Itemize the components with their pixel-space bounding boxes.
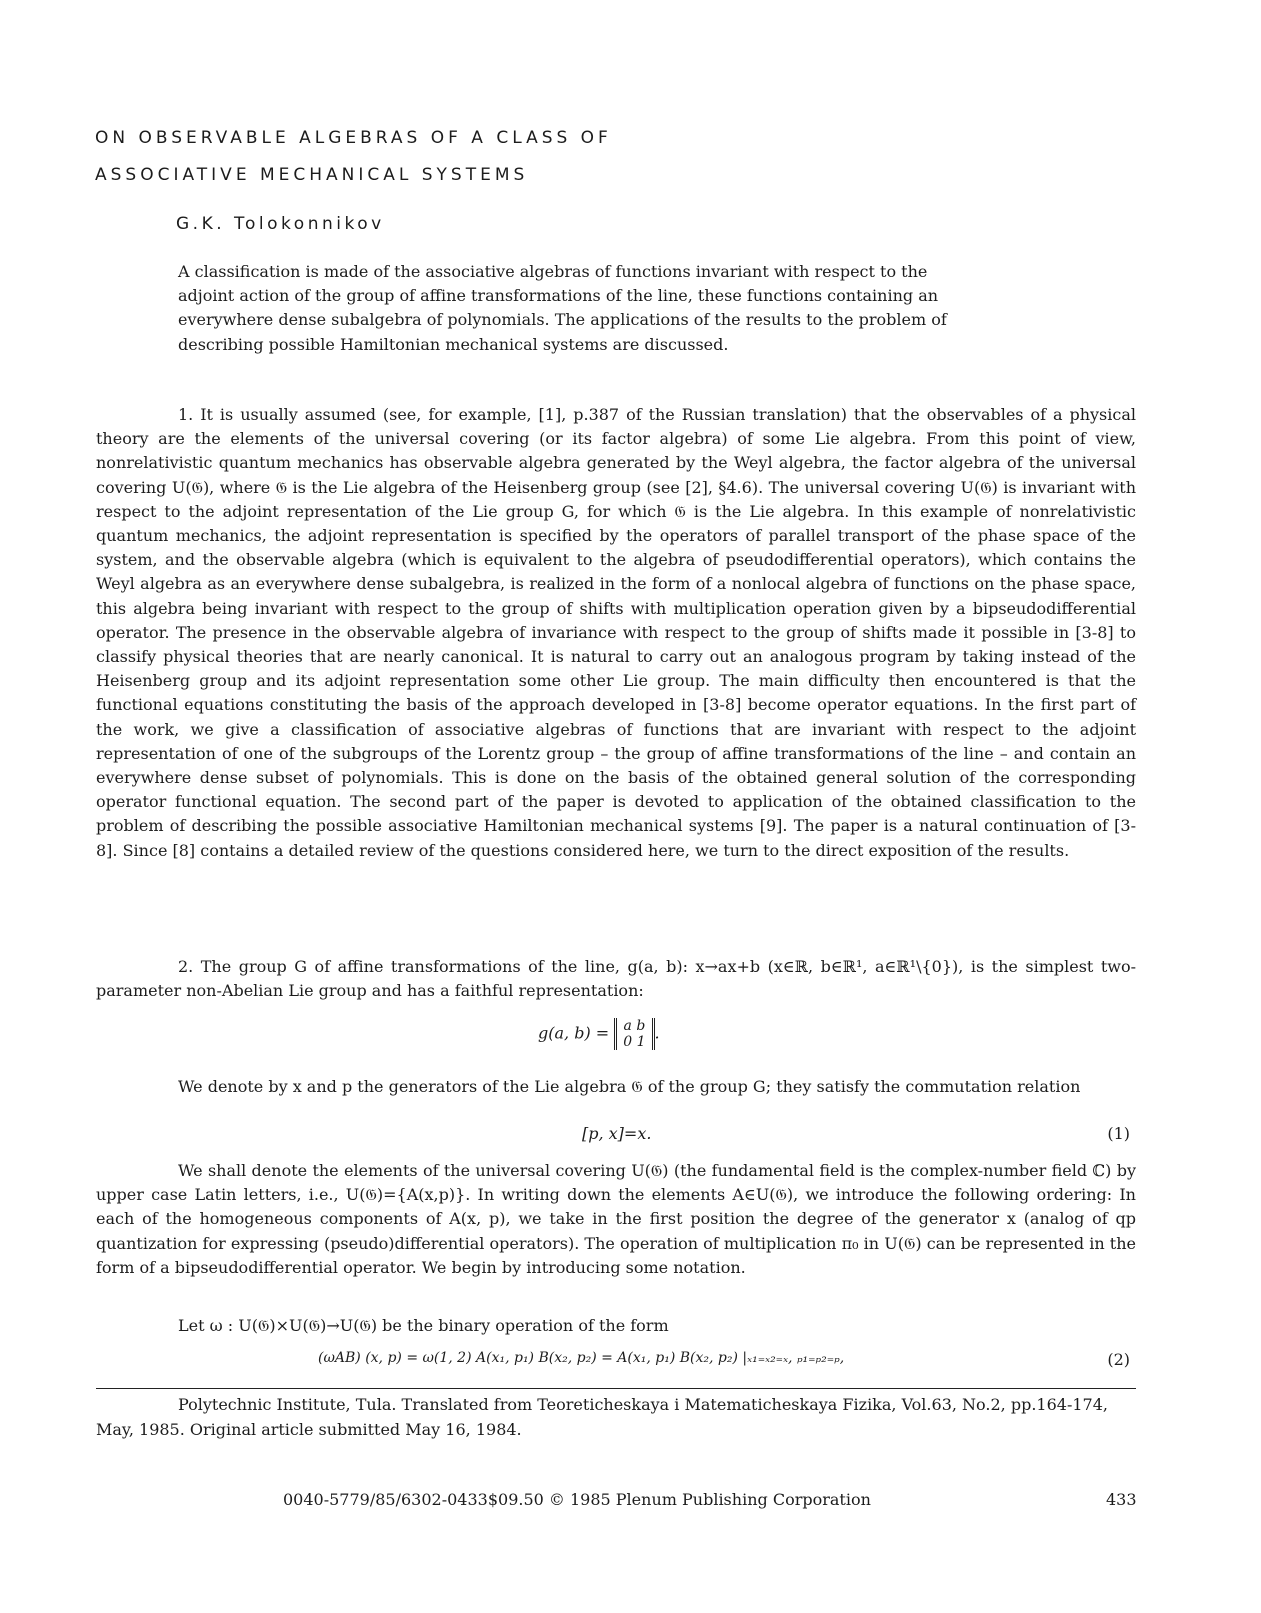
equation-2: (ωAB) (x, p) = ω(1, 2) A(x₁, p₁) B(x₂, p₂) = A(x₁, p₁) B(x₂, p₂) |ₓ₁₌ₓ₂₌ₓ, ₚ₁₌ₚ₂₌ₚ, <box>318 1350 845 1366</box>
title-line-1: ON OBSERVABLE ALGEBRAS OF A CLASS OF <box>95 128 612 148</box>
section-1-paragraph: 1. It is usually assumed (see, for example, [1], p.387 of the Russian translation) that the observables of a physical theory are the elements of the universal covering (or its factor algebra) of some Lie algebra. From this point of view, nonrelativistic quantum mechanics has observable algebra generated by the Weyl algebra, the factor algebra of the universal covering U(𝔊), where 𝔊 is the Lie algebra of the Heisenberg group (see [2], §4.6). The universal covering U(𝔊) is invariant with respect to the adjoint representation of the Lie group G, for which 𝔊 is the Lie algebra. In this example of nonrelativistic quantum mechanics, the adjoint representation is specified by the operators of parallel transport of the phase space of the system, and the observable algebra (which is equivalent to the algebra of pseudodifferential operators), which contains the Weyl algebra as an everywhere dense subalgebra, is realized in the form of a nonlocal algebra of functions on the phase space, this algebra being invariant with respect to the group of shifts with multiplication operation given by a bipseudodifferential operator. The presence in the observable algebra of invariance with respect to the group of shifts made it possible in [3-8] to classify physical theories that are nearly canonical. It is natural to carry out an analogous program by taking instead of the Heisenberg group and its adjoint representation some other Lie group. The main difficulty then encountered is that the functional equations constituting the basis of the approach developed in [3-8] become operator equations. In the first part of the work, we give a classification of associative algebras of functions that are invariant with respect to the adjoint representation of one of the subgroups of the Lorentz group – the group of affine transformations of the line – and contain an everywhere dense subset of polynomials. This is done on the basis of the obtained general solution of the corresponding operator functional equation. The second part of the paper is devoted to application of the obtained classification to the problem of describing the possible associative Hamiltonian mechanical systems [9]. The paper is a natural continuation of [3-8]. Since [8] contains a detailed review of the questions considered here, we turn to the direct exposition of the results. <box>96 405 1136 860</box>
section-2-paragraph-3: We shall denote the elements of the universal covering U(𝔊) (the fundamental field is the complex-number field ℂ) by upper case Latin letters, i.e., U(𝔊)={A(x,p)}. In writing down the elements A∈U(𝔊), we introduce the following ordering: In each of the homogeneous components of A(x, p), we take in the first position the degree of the generator x (analog of qp quantization for expressing (pseudo)differential operators). The operation of multiplication π₀ in U(𝔊) can be represented in the form of a bipseudodifferential operator. We begin by introducing some notation. <box>96 1161 1136 1277</box>
matrix-row-1: a b <box>623 1018 646 1034</box>
footnote: Polytechnic Institute, Tula. Translated from Teoreticheskaya i Matematicheskaya Fizika, Vol.63, No.2, pp.164-174, May, 1985. Original article submitted May 16, 1984. <box>96 1395 1108 1439</box>
section-2-paragraph-2: We denote by x and p the generators of the Lie algebra 𝔊 of the group G; they satisfy the commutation relation <box>178 1077 1081 1096</box>
equation-2-number: (2) <box>1107 1350 1130 1369</box>
section-2-paragraph-1: 2. The group G of affine transformations of the line, g(a, b): x→ax+b (x∈ℝ, b∈ℝ¹, a∈ℝ¹\{0}), is the simplest two-parameter non-Abelian Lie group and has a faithful representation: <box>96 957 1136 1001</box>
equation-1-number: (1) <box>1107 1124 1130 1143</box>
matrix-row-2: 0 1 <box>623 1034 646 1050</box>
abstract: A classification is made of the associative algebras of functions invariant with respect to the adjoint action of the group of affine transformations of the line, these functions containing an everywhere dense subalgebra of polynomials. The applications of the results to the problem of describing possible Hamiltonian mechanical systems are discussed. <box>178 262 947 354</box>
matrix <box>614 1018 654 1050</box>
matrix-equation <box>538 1018 660 1050</box>
page-number: 433 <box>1106 1490 1137 1509</box>
matrix-period: . <box>654 1023 660 1043</box>
section-2-paragraph-4: Let ω : U(𝔊)×U(𝔊)→U(𝔊) be the binary operation of the form <box>178 1316 669 1335</box>
equation-1: [p, x]=x. <box>582 1124 652 1143</box>
matrix-lhs: g(a, b) = <box>538 1023 610 1043</box>
footer-code: 0040-5779/85/6302-0433$09.50 © 1985 Plenum Publishing Corporation <box>283 1490 871 1509</box>
author: G.K. Tolokonnikov <box>176 214 385 234</box>
footnote-rule <box>96 1388 1136 1389</box>
title-line-2: ASSOCIATIVE MECHANICAL SYSTEMS <box>95 165 529 185</box>
